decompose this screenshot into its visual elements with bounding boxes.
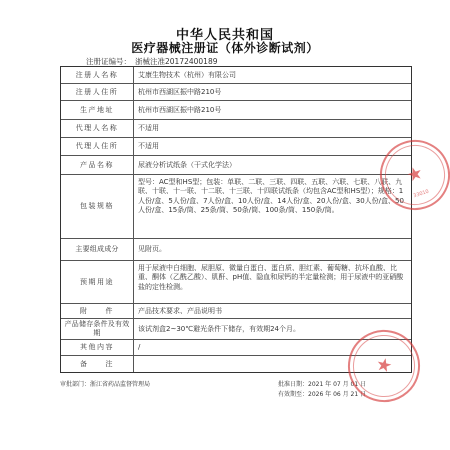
table-row [61, 239, 411, 261]
row-label: 代理人住所 [61, 138, 134, 155]
table-row [61, 175, 411, 239]
star-icon: ★ [403, 162, 426, 188]
table-row [61, 84, 411, 101]
row-label: 注册人名称 [61, 67, 134, 83]
seal-code: 33010 [412, 188, 430, 200]
row-label: 其他内容 [61, 340, 134, 355]
row-label: 预期用途 [61, 261, 134, 303]
row-label: 注册人住所 [61, 84, 134, 100]
registration-number-value: 浙械注准20172400189 [135, 57, 218, 66]
table-row [61, 120, 411, 138]
row-label: 代理人名称 [61, 120, 134, 137]
row-value: 见附页。 [138, 245, 166, 253]
row-value: 杭州市西湖区振中路210号 [138, 105, 222, 114]
row-label: 主要组成成分 [61, 239, 134, 260]
table-row [61, 101, 411, 120]
table-row [61, 304, 411, 319]
table-row [61, 138, 411, 156]
row-label: 备 注 [61, 356, 134, 372]
star-icon: ★ [374, 353, 395, 378]
row-value: 不适用 [138, 142, 159, 150]
valid-until-date: 有效期至：2026 年 06 月 21 日 [278, 391, 367, 398]
approval-department: 审批部门：浙江省药品监督管理局 [60, 381, 151, 388]
row-value: / [138, 343, 141, 351]
row-label: 产品储存条件及有效期 [61, 319, 134, 339]
row-value: 用于尿液中白细胞、尿胆原、微量白蛋白、蛋白质、胆红素、葡萄糖、抗坏血酸、比重、酮体（乙酰乙酸）、肌酐、pH值、隐血和尿钙的半定量检测；用于尿液中的亚硝酸盐的定性检测。 [138, 264, 404, 291]
row-label: 包装规格 [61, 175, 134, 238]
row-value: 型号：AC型和HS型；包装：单联、二联、三联、四联、五联、六联、七联、八联、九联、十联、十一联、十二联、十三联、十四联试纸条（均包含AC型和HS型）；规格：1人份/盒、5人份/盒、7人份/盒、10人份/盒、14人份/盒、20人份/盒、30人份/盒、50人份/盒、15条/筒、25条/筒、50条/筒、100条/筒、150条/筒。 [138, 178, 404, 214]
title-certificate: 医疗器械注册证（体外诊断试剂） [131, 41, 319, 55]
title-country: 中华人民共和国 [175, 28, 274, 43]
row-value: 产品技术要求、产品说明书 [138, 306, 222, 315]
table-row [61, 156, 411, 175]
row-label: 附 件 [61, 304, 134, 318]
approval-date: 批准日期：2021 年 07 月 01 日 [278, 381, 367, 388]
registration-number-label: 注册证编号： [86, 57, 131, 66]
row-value: 不适用 [138, 124, 159, 132]
row-value: 艾康生物技术（杭州）有限公司 [138, 70, 236, 79]
row-value: 尿液分析试纸条（干式化学法） [138, 160, 236, 169]
seal-inner-ring [347, 329, 421, 403]
table-row [61, 319, 411, 340]
row-label: 产品名称 [61, 156, 134, 174]
certificate-table [60, 66, 412, 373]
table-row [61, 261, 411, 304]
row-value: 该试剂盒2~30℃避光条件下储存，有效期24个月。 [138, 324, 300, 333]
table-row [61, 67, 411, 84]
row-label: 生产地址 [61, 101, 134, 119]
row-value: 杭州市西湖区振中路210号 [138, 87, 222, 96]
